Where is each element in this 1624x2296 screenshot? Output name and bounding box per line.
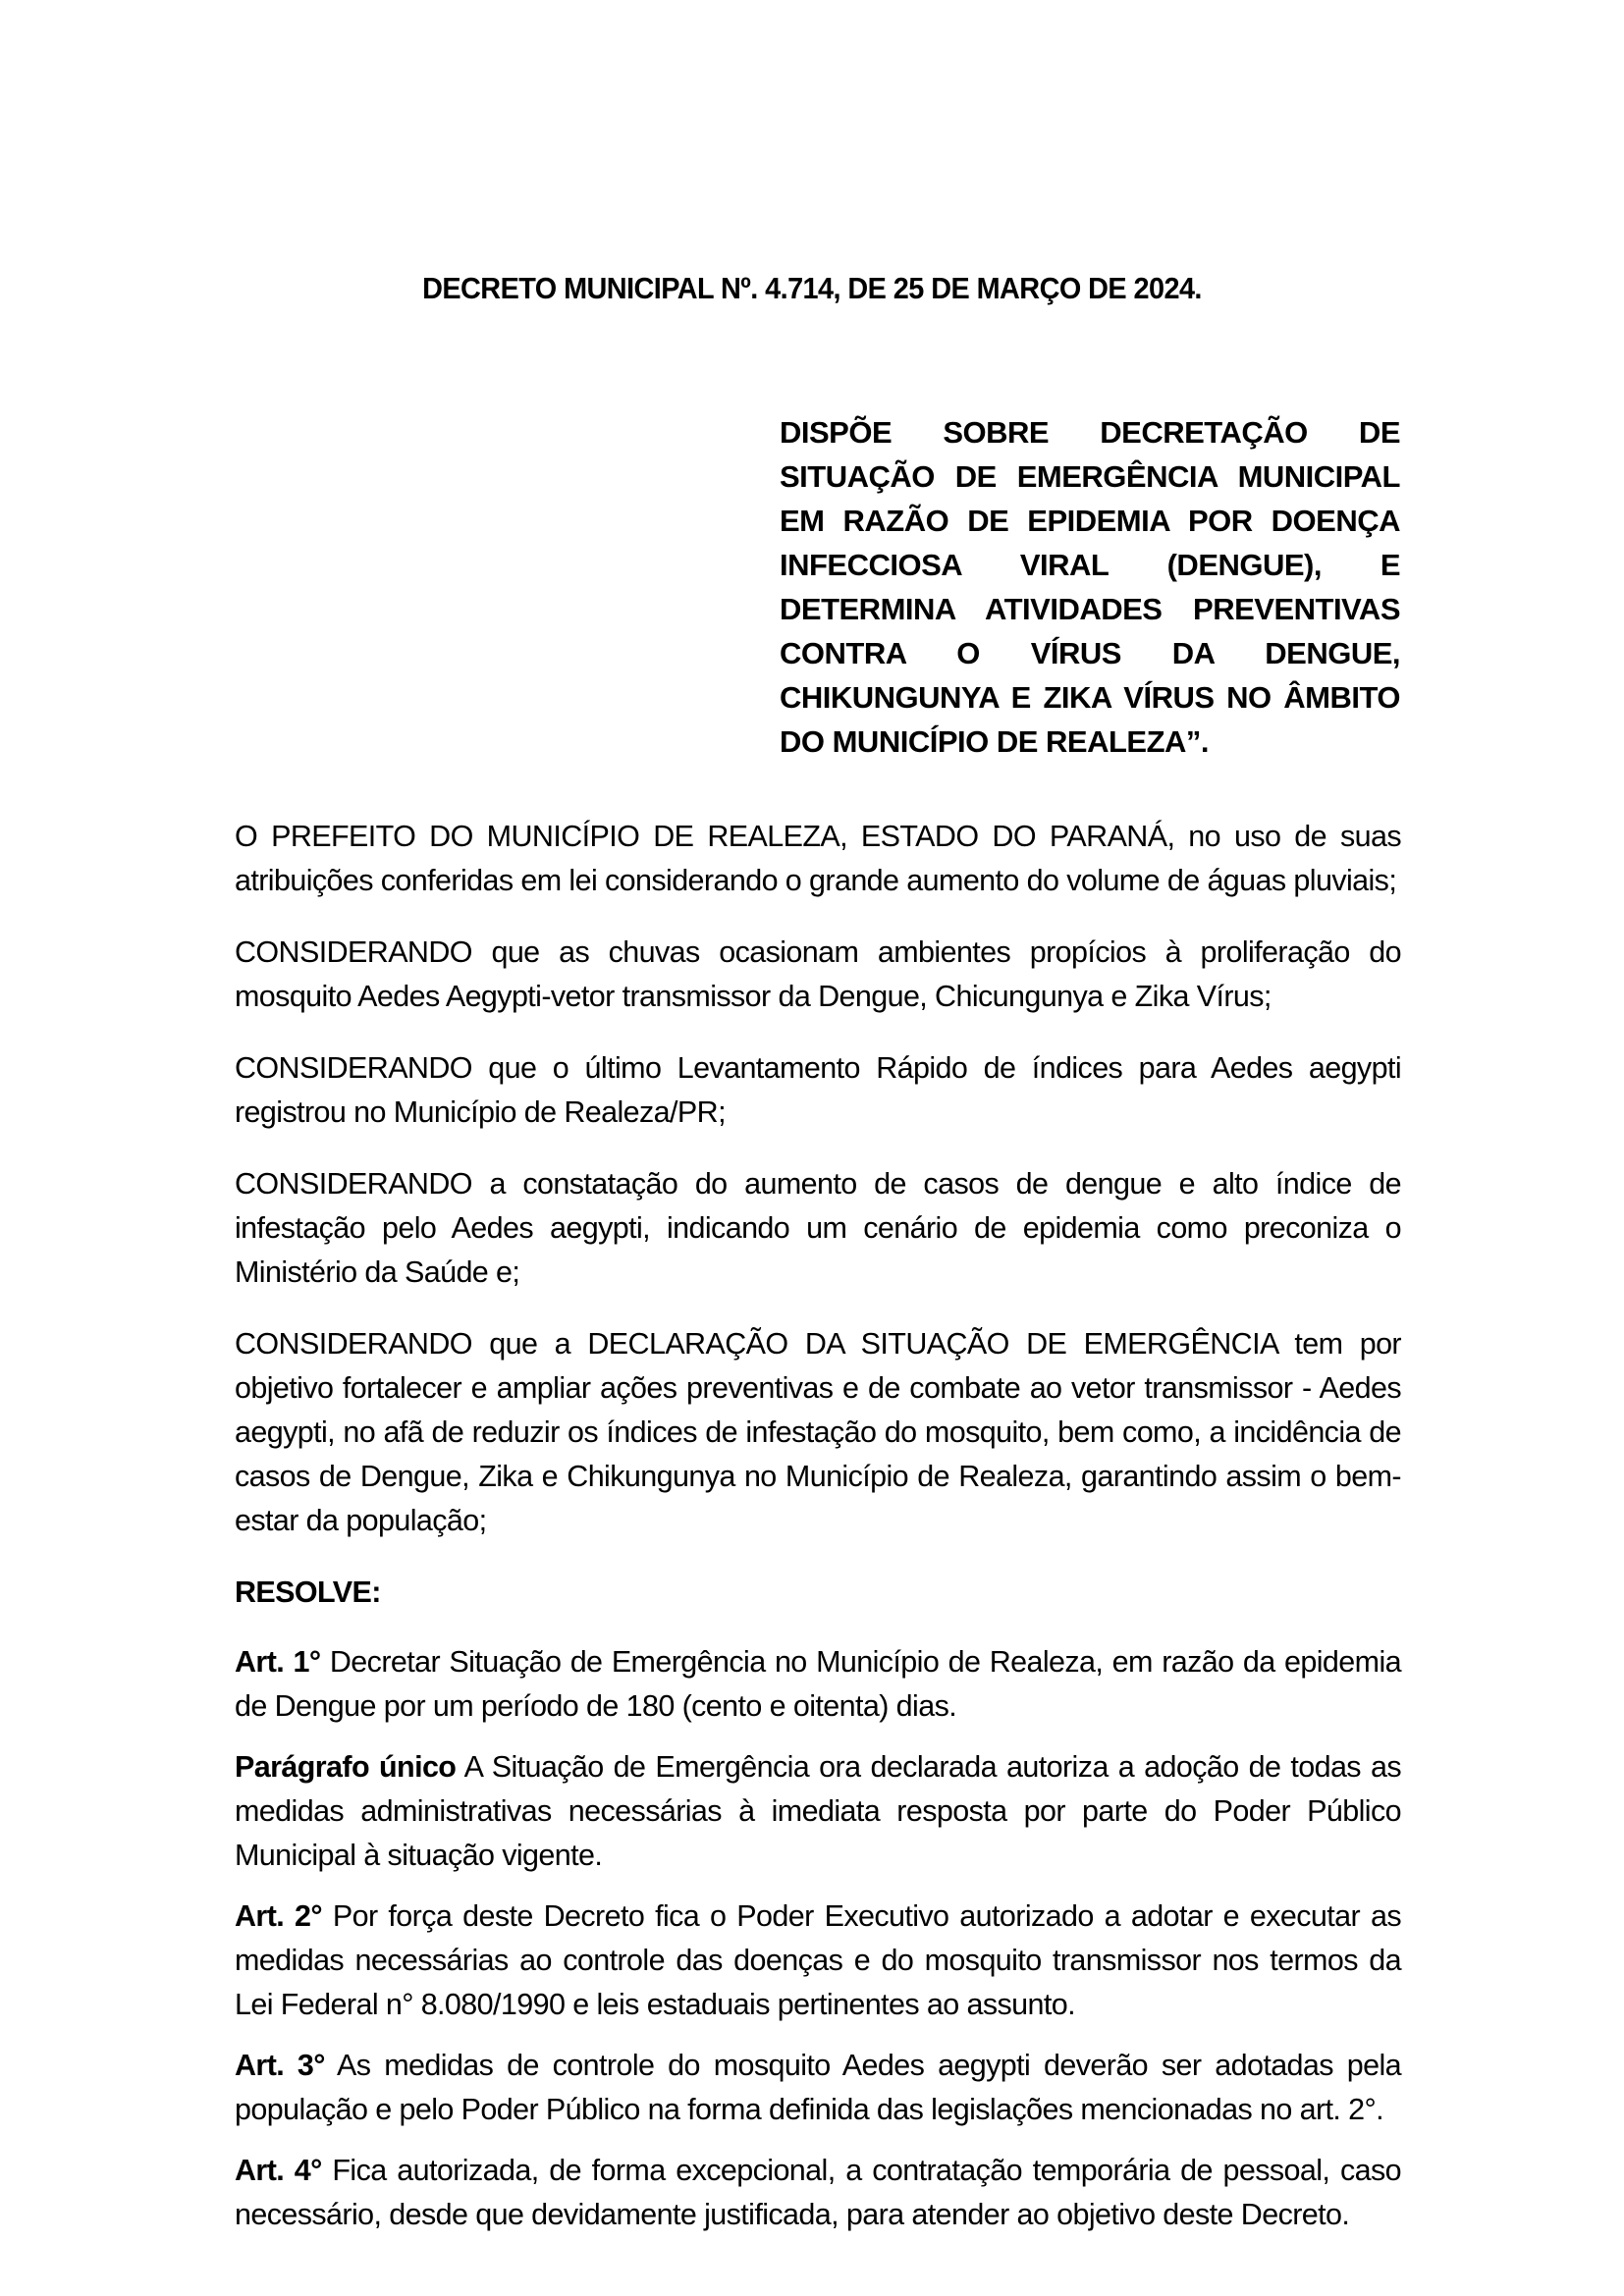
article-label: Art. 3°	[235, 2049, 325, 2082]
considerando-paragraph: CONSIDERANDO que as chuvas ocasionam ambientes propícios à proliferação do mosquito Aedes Aegypti-vetor transmissor da Dengue, Chicungunya e Zika Vírus;	[235, 935, 1401, 1013]
paragraph-unico	[235, 1745, 1401, 1878]
article-3	[235, 2044, 1401, 2132]
considerando-paragraph: CONSIDERANDO a constatação do aumento de casos de dengue e alto índice de infestação pelo Aedes aegypti, indicando um cenário de epidemia como preconiza o Ministério da Saúde e;	[235, 1167, 1401, 1289]
resolve-heading: RESOLVE:	[235, 1575, 381, 1609]
decree-summary: DISPÕE SOBRE DECRETAÇÃO DE SITUAÇÃO DE EMERGÊNCIA MUNICIPAL EM RAZÃO DE EPIDEMIA POR DOENÇA INFECCIOSA VIRAL (DENGUE), E DETERMINA ATIVIDADES PREVENTIVAS CONTRA O VÍRUS DA DENGUE, CHIKUNGUNYA E ZIKA VÍRUS NO ÂMBITO DO MUNICÍPIO DE REALEZA”.	[780, 415, 1400, 759]
article-text: As medidas de controle do mosquito Aedes aegypti deverão ser adotadas pela população e pelo Poder Público na forma definida das legislações mencionadas no art. 2°.	[235, 2049, 1401, 2126]
article-text: Fica autorizada, de forma excepcional, a contratação temporária de pessoal, caso necessário, desde que devidamente justificada, para atender ao objetivo deste Decreto.	[235, 2154, 1401, 2231]
article-text: A Situação de Emergência ora declarada autoriza a adoção de todas as medidas administrativas necessárias à imediata resposta por parte do Poder Público Municipal à situação vigente.	[235, 1750, 1401, 1872]
article-2	[235, 1895, 1401, 2027]
article-4	[235, 2149, 1401, 2237]
considerando-paragraph: CONSIDERANDO que o último Levantamento Rápido de índices para Aedes aegypti registrou no Município de Realeza/PR;	[235, 1051, 1401, 1129]
article-label: Art. 4°	[235, 2154, 322, 2187]
decree-body	[235, 815, 1401, 2254]
article-label: Parágrafo único	[235, 1750, 457, 1784]
article-1	[235, 1640, 1401, 1729]
decree-title: DECRETO MUNICIPAL Nº. 4.714, DE 25 DE MARÇO DE 2024.	[422, 271, 1202, 305]
preamble-paragraph: O PREFEITO DO MUNICÍPIO DE REALEZA, ESTADO DO PARANÁ, no uso de suas atribuições conferidas em lei considerando o grande aumento do volume de águas pluviais;	[235, 820, 1401, 897]
article-text: Decretar Situação de Emergência no Município de Realeza, em razão da epidemia de Dengue por um período de 180 (cento e oitenta) dias.	[235, 1645, 1401, 1723]
considerando-paragraph: CONSIDERANDO que a DECLARAÇÃO DA SITUAÇÃO DE EMERGÊNCIA tem por objetivo fortalecer e ampliar ações preventivas e de combate ao vetor transmissor - Aedes aegypti, no afã de reduzir os índices de infestação do mosquito, bem como, a incidência de casos de Dengue, Zika e Chikungunya no Município de Realeza, garantindo assim o bem-estar da população;	[235, 1327, 1401, 1537]
article-label: Art. 2°	[235, 1899, 322, 1933]
article-text: Por força deste Decreto fica o Poder Executivo autorizado a adotar e executar as medidas necessárias ao controle das doenças e do mosquito transmissor nos termos da Lei Federal n° 8.080/1990 e leis estaduais pertinentes ao assunto.	[235, 1899, 1401, 2021]
article-label: Art. 1°	[235, 1645, 321, 1679]
